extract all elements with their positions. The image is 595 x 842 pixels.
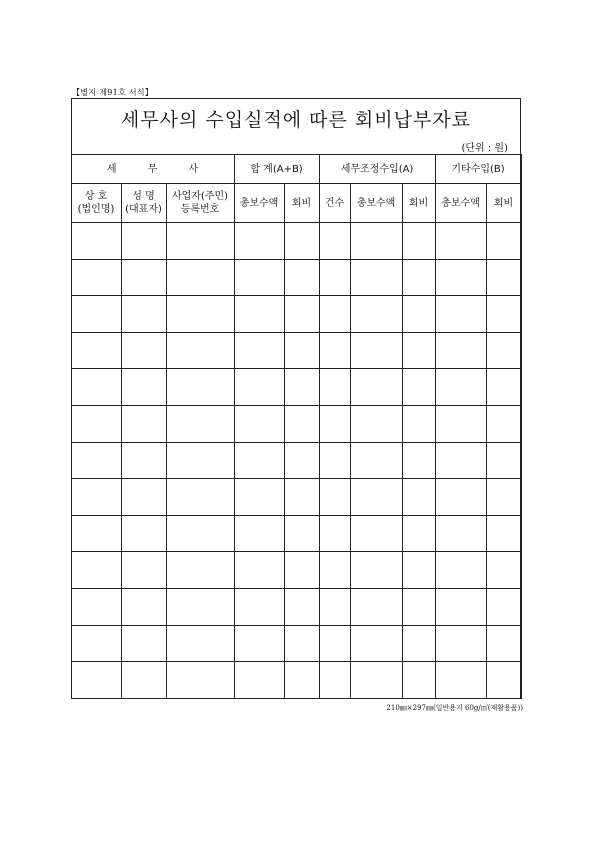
table-row [71, 405, 521, 442]
table-cell[interactable] [166, 662, 234, 699]
table-cell[interactable] [71, 369, 121, 406]
table-cell[interactable] [486, 588, 521, 625]
table-cell[interactable] [486, 332, 521, 369]
table-row [71, 369, 521, 406]
header-registration-number: 사업자(주민) 등록번호 [166, 184, 234, 223]
table-cell[interactable] [284, 552, 319, 589]
table-cell[interactable] [350, 296, 402, 333]
table-row [71, 588, 521, 625]
table-cell[interactable] [402, 515, 435, 552]
table-cell[interactable] [350, 625, 402, 662]
table-cell[interactable] [319, 442, 350, 479]
table-cell[interactable] [435, 662, 486, 699]
table-cell[interactable] [486, 296, 521, 333]
table-cell[interactable] [284, 625, 319, 662]
table-cell[interactable] [486, 552, 521, 589]
header-adjustment-amount: 총보수액 [350, 184, 402, 223]
table-cell[interactable] [435, 332, 486, 369]
table-cell[interactable] [121, 515, 166, 552]
table-cell[interactable] [71, 588, 121, 625]
table-cell[interactable] [402, 223, 435, 260]
table-row [71, 296, 521, 333]
form-number-label: 【별지 제91호 서식】 [72, 88, 154, 97]
table-row [71, 552, 521, 589]
table-cell[interactable] [350, 259, 402, 296]
group-header-row [71, 155, 521, 184]
table-cell[interactable] [319, 405, 350, 442]
paper-spec-footnote: 210㎜×297㎜(일반용지 60g/㎡(재활용품)) [386, 704, 523, 712]
table-cell[interactable] [402, 662, 435, 699]
table-cell[interactable] [319, 369, 350, 406]
table-cell[interactable] [166, 442, 234, 479]
table-cell[interactable] [435, 588, 486, 625]
table-cell[interactable] [71, 625, 121, 662]
table-cell[interactable] [402, 296, 435, 333]
table-cell[interactable] [166, 588, 234, 625]
table-cell[interactable] [71, 442, 121, 479]
table-cell[interactable] [402, 442, 435, 479]
table-cell[interactable] [284, 332, 319, 369]
table-cell[interactable] [486, 442, 521, 479]
table-cell[interactable] [284, 588, 319, 625]
table-cell[interactable] [319, 259, 350, 296]
table-cell[interactable] [319, 552, 350, 589]
table-cell[interactable] [435, 405, 486, 442]
table-cell[interactable] [350, 369, 402, 406]
table-cell[interactable] [121, 588, 166, 625]
table-cell[interactable] [71, 405, 121, 442]
table-cell[interactable] [350, 588, 402, 625]
table-cell[interactable] [486, 369, 521, 406]
header-count: 건수 [319, 184, 350, 223]
header-tax-adjustment-income: 세무조정수입(A) [319, 155, 435, 184]
table-cell[interactable] [71, 332, 121, 369]
table-cell[interactable] [402, 259, 435, 296]
table-cell[interactable] [350, 479, 402, 516]
table-cell[interactable] [166, 369, 234, 406]
table-cell[interactable] [319, 515, 350, 552]
table-body [71, 223, 521, 699]
table-cell[interactable] [284, 296, 319, 333]
table-cell[interactable] [350, 515, 402, 552]
table-cell[interactable] [435, 259, 486, 296]
table-cell[interactable] [486, 515, 521, 552]
table-cell[interactable] [71, 259, 121, 296]
table-cell[interactable] [121, 662, 166, 699]
table-cell[interactable] [350, 662, 402, 699]
table-cell[interactable] [166, 515, 234, 552]
table-cell[interactable] [284, 369, 319, 406]
table-cell[interactable] [71, 479, 121, 516]
table-cell[interactable] [402, 369, 435, 406]
table-cell[interactable] [350, 405, 402, 442]
table-cell[interactable] [486, 625, 521, 662]
table-row [71, 259, 521, 296]
table-cell[interactable] [71, 515, 121, 552]
fee-table [71, 154, 522, 699]
table-cell[interactable] [435, 296, 486, 333]
header-total-fee: 회비 [284, 184, 319, 223]
table-cell[interactable] [284, 662, 319, 699]
table-cell[interactable] [121, 223, 166, 260]
table-cell[interactable] [435, 442, 486, 479]
table-cell[interactable] [402, 552, 435, 589]
header-other-fee: 회비 [486, 184, 521, 223]
table-cell[interactable] [121, 442, 166, 479]
table-cell[interactable] [319, 479, 350, 516]
table-cell[interactable] [402, 332, 435, 369]
table-row [71, 223, 521, 260]
table-cell[interactable] [435, 515, 486, 552]
sub-header-row [71, 184, 521, 223]
table-cell[interactable] [284, 442, 319, 479]
table-cell[interactable] [435, 369, 486, 406]
table-cell[interactable] [71, 552, 121, 589]
table-row [71, 442, 521, 479]
table-cell[interactable] [284, 259, 319, 296]
table-cell[interactable] [319, 332, 350, 369]
table-cell[interactable] [121, 625, 166, 662]
table-cell[interactable] [486, 662, 521, 699]
header-total-amount: 총보수액 [234, 184, 284, 223]
header-adjustment-fee: 회비 [402, 184, 435, 223]
table-cell[interactable] [166, 259, 234, 296]
table-cell[interactable] [71, 223, 121, 260]
table-cell[interactable] [234, 625, 284, 662]
table-cell[interactable] [121, 479, 166, 516]
table-cell[interactable] [234, 405, 284, 442]
table-cell[interactable] [121, 259, 166, 296]
table-row [71, 625, 521, 662]
table-row [71, 515, 521, 552]
table-cell[interactable] [234, 515, 284, 552]
table-cell[interactable] [234, 552, 284, 589]
table-cell[interactable] [350, 552, 402, 589]
table-cell[interactable] [284, 479, 319, 516]
header-other-amount: 총보수액 [435, 184, 486, 223]
table-cell[interactable] [234, 332, 284, 369]
table-cell[interactable] [350, 223, 402, 260]
table-cell[interactable] [319, 223, 350, 260]
table-row [71, 479, 521, 516]
table-cell[interactable] [166, 296, 234, 333]
header-name: 성 명 (대표자) [121, 184, 166, 223]
table-cell[interactable] [166, 223, 234, 260]
table-cell[interactable] [71, 296, 121, 333]
table-cell[interactable] [486, 259, 521, 296]
table-cell[interactable] [234, 588, 284, 625]
table-cell[interactable] [486, 405, 521, 442]
table-cell[interactable] [166, 332, 234, 369]
header-trade-name: 상 호 (법인명) [71, 184, 121, 223]
header-other-income: 기타수입(B) [435, 155, 521, 184]
table-cell[interactable] [121, 296, 166, 333]
table-cell[interactable] [234, 369, 284, 406]
table-cell[interactable] [284, 223, 319, 260]
table-cell[interactable] [486, 223, 521, 260]
table-row [71, 662, 521, 699]
header-total: 합 계(A+B) [234, 155, 319, 184]
table-cell[interactable] [435, 479, 486, 516]
table-cell[interactable] [319, 296, 350, 333]
table-cell[interactable] [71, 662, 121, 699]
table-cell[interactable] [121, 369, 166, 406]
table-cell[interactable] [402, 588, 435, 625]
table-cell[interactable] [234, 479, 284, 516]
table-cell[interactable] [435, 223, 486, 260]
table-cell[interactable] [166, 479, 234, 516]
table-cell[interactable] [121, 552, 166, 589]
header-tax-accountant: 세 무 사 [71, 155, 234, 184]
table-cell[interactable] [234, 296, 284, 333]
table-cell[interactable] [166, 405, 234, 442]
table-cell[interactable] [166, 625, 234, 662]
table-cell[interactable] [402, 625, 435, 662]
table-cell[interactable] [234, 442, 284, 479]
table-cell[interactable] [166, 552, 234, 589]
table-cell[interactable] [121, 405, 166, 442]
table-cell[interactable] [350, 332, 402, 369]
table-cell[interactable] [234, 259, 284, 296]
table-cell[interactable] [319, 625, 350, 662]
table-cell[interactable] [284, 405, 319, 442]
table-cell[interactable] [350, 442, 402, 479]
table-cell[interactable] [234, 662, 284, 699]
table-cell[interactable] [319, 588, 350, 625]
unit-label: (단위 : 원) [461, 143, 508, 154]
form-title: 세무사의 수입실적에 따른 회비납부자료 [120, 109, 472, 131]
table-cell[interactable] [121, 332, 166, 369]
table-cell[interactable] [435, 552, 486, 589]
table-cell[interactable] [486, 479, 521, 516]
table-cell[interactable] [234, 223, 284, 260]
table-cell[interactable] [435, 625, 486, 662]
fee-payment-form [71, 98, 521, 699]
table-row [71, 332, 521, 369]
table-cell[interactable] [402, 405, 435, 442]
table-cell[interactable] [284, 515, 319, 552]
table-cell[interactable] [319, 662, 350, 699]
table-cell[interactable] [402, 479, 435, 516]
